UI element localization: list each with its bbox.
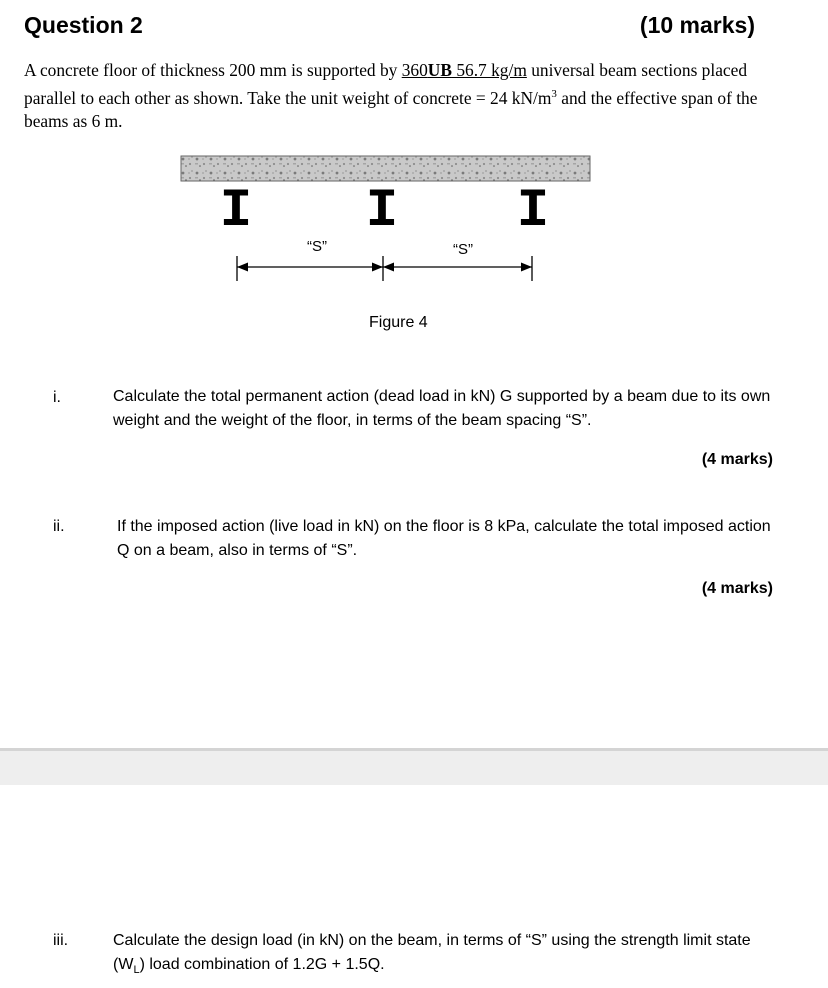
- question-number-iii: iii.: [53, 932, 69, 949]
- spacing-label-left: “S”: [307, 238, 327, 255]
- intro-superscript: 3: [551, 87, 557, 100]
- question-number-ii: ii.: [53, 518, 65, 535]
- marks-ii: (4 marks): [701, 580, 773, 597]
- beam-layout-figure: [180, 155, 592, 290]
- intro-text-2: universal beam sections placed parallel to each other as shown. Take the unit weight of concrete = 24 kN/m: [24, 60, 748, 108]
- concrete-slab: [181, 156, 590, 181]
- intro-text-1: A concrete floor of thickness 200 mm is supported by: [24, 60, 402, 80]
- beam-left: I: [219, 181, 253, 242]
- beam-right: I: [516, 181, 550, 242]
- question-text-i: Calculate the total permanent action (dead load in kN) G supported by a beam due to its own weight and the weight of the floor, in terms of the beam spacing “S”.: [113, 388, 771, 429]
- figure-caption: Figure 4: [369, 314, 428, 331]
- question-total-marks: (10 marks): [639, 12, 755, 38]
- intro-text-3: and the effective span of the beams as 6 m.: [24, 87, 758, 131]
- marks-i: (4 marks): [701, 451, 773, 468]
- question-text-iii: Calculate the design load (in kN) on the beam, in terms of “S” using the strength limit state $(W_L)$ load combination of 1.2G + 1.5Q.: [113, 932, 751, 977]
- page-break: [0, 748, 828, 785]
- dimension-line: [237, 256, 532, 281]
- load-subscript: L: [133, 964, 140, 977]
- question-intro: [24, 59, 784, 133]
- question-number-i: i.: [53, 389, 61, 406]
- question-title: Question 2: [24, 12, 143, 38]
- spacing-label-right: “S”: [453, 241, 473, 258]
- beam-designation: 360UB 56.7 kg/m: [401, 60, 527, 80]
- beam-middle: I: [365, 181, 399, 242]
- question-text-ii: If the imposed action (live load in kN) on the floor is 8 kPa, calculate the total imposed action Q on a beam, also in terms of “S”.: [117, 518, 771, 559]
